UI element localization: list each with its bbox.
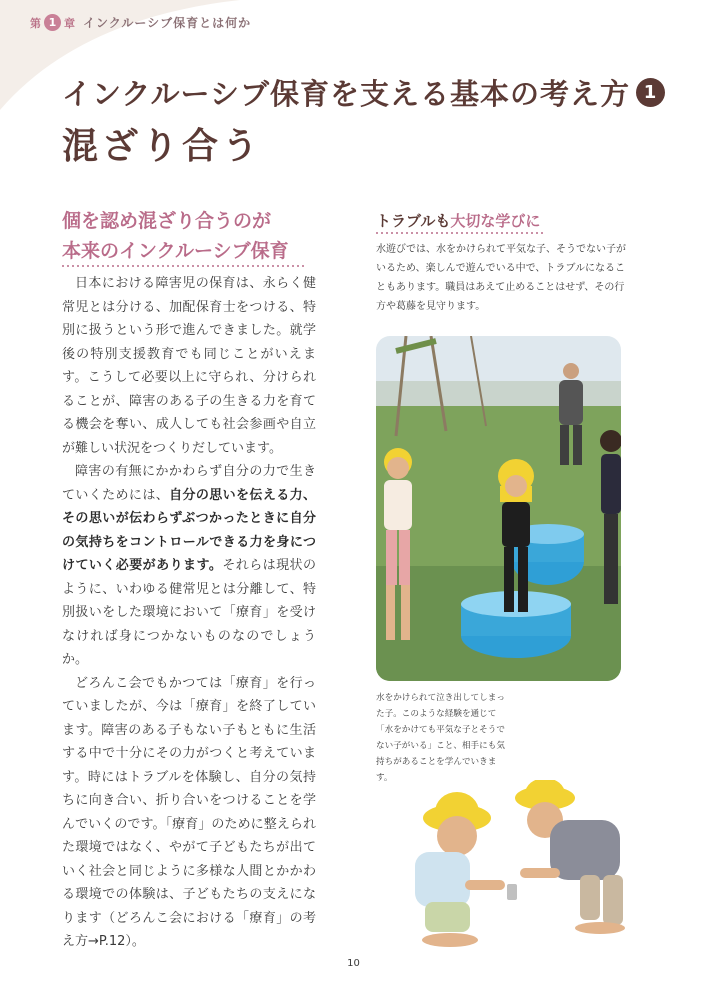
section-heading-underline	[62, 265, 307, 267]
chapter-title: インクルーシブ保育とは何か	[83, 16, 252, 30]
section-heading	[62, 206, 362, 266]
body-paragraph-2-start: 障害の有無にかかわらず自分の力で生きていくためには、	[62, 464, 316, 503]
chapter-header	[30, 14, 251, 31]
main-body-text	[62, 272, 316, 954]
body-paragraph-2	[62, 460, 316, 672]
sidebar-heading-part2: 大切な学びに	[450, 212, 541, 230]
body-paragraph-1: 日本における障害児の保育は、永らく健常児とは分ける、加配保育士をつける、特別に扱うという形で進んできました。就学後の特別支援教育でも同じことがいえます。こうして必要以上に守られ、分けられることが、障害のある子の生きる力を育てる機会を奪い、成人しても社会参画や自立が難しい状況をつくりだしています。	[62, 276, 316, 456]
page-title-text: インクルーシブ保育を支える基本の考え方	[62, 77, 630, 111]
chapter-number-badge: 1	[44, 14, 61, 31]
page-subtitle: 混ざり合う	[62, 126, 263, 167]
page-title	[62, 72, 665, 113]
section-heading-line2: 本来のインクルーシブ保育	[62, 240, 289, 262]
chapter-suffix: 章	[64, 16, 75, 30]
title-number-badge: 1	[636, 78, 665, 107]
sidebar-heading	[376, 210, 540, 231]
sidebar-heading-part1: トラブルも	[376, 212, 451, 230]
children-photo	[405, 780, 645, 955]
chapter-prefix: 第	[30, 16, 41, 30]
sidebar-heading-underline	[376, 232, 544, 234]
water-play-photo	[376, 336, 621, 681]
body-paragraph-2-emphasis: 自分の思いを伝える力、その思いが伝わらずぶつかったときに自分の気持ちをコントロールできる力を身につけていく必要があります。	[62, 487, 316, 573]
body-paragraph-2-end: それらは現状のように、いわゆる健常児とは分離して、特別扱いをした環境において「療育」を受けなければ身につかないものなのでしょうか。	[62, 558, 316, 667]
body-paragraph-3: どろんこ会でもかつては「療育」を行っていましたが、今は「療育」を終了しています。障害のある子もない子もともに生活する中で十分にその力がつくと考えています。時にはトラブルを体験し、自分の気持ちに向き合い、折り合いをつけることを学んでいくのです。「療育」のために整えられた環境ではなく、やがて子どもたちが出ていく社会と同じように多様な人間とかかわる環境での体験は、子どもたちの支えになります（どろんこ会における「療育」の考え方→P.12）。	[62, 675, 316, 949]
sidebar-text: 水遊びでは、水をかけられて平気な子、そうでない子がいるため、楽しんで遊んでいる中で、トラブルになることもあります。職員はあえて止めることはせず、その行方や葛藤を見守ります。	[376, 244, 626, 312]
section-heading-line1: 個を認め混ざり合うのが	[62, 210, 272, 232]
photo-caption: 水をかけられて泣き出してしまった子。このような経験を通じて「水をかけても平気な子とそうでない子がいる」こと、相手にも気持ちがあることを学んでいきます。	[376, 693, 505, 783]
page-number: 10	[347, 958, 360, 969]
